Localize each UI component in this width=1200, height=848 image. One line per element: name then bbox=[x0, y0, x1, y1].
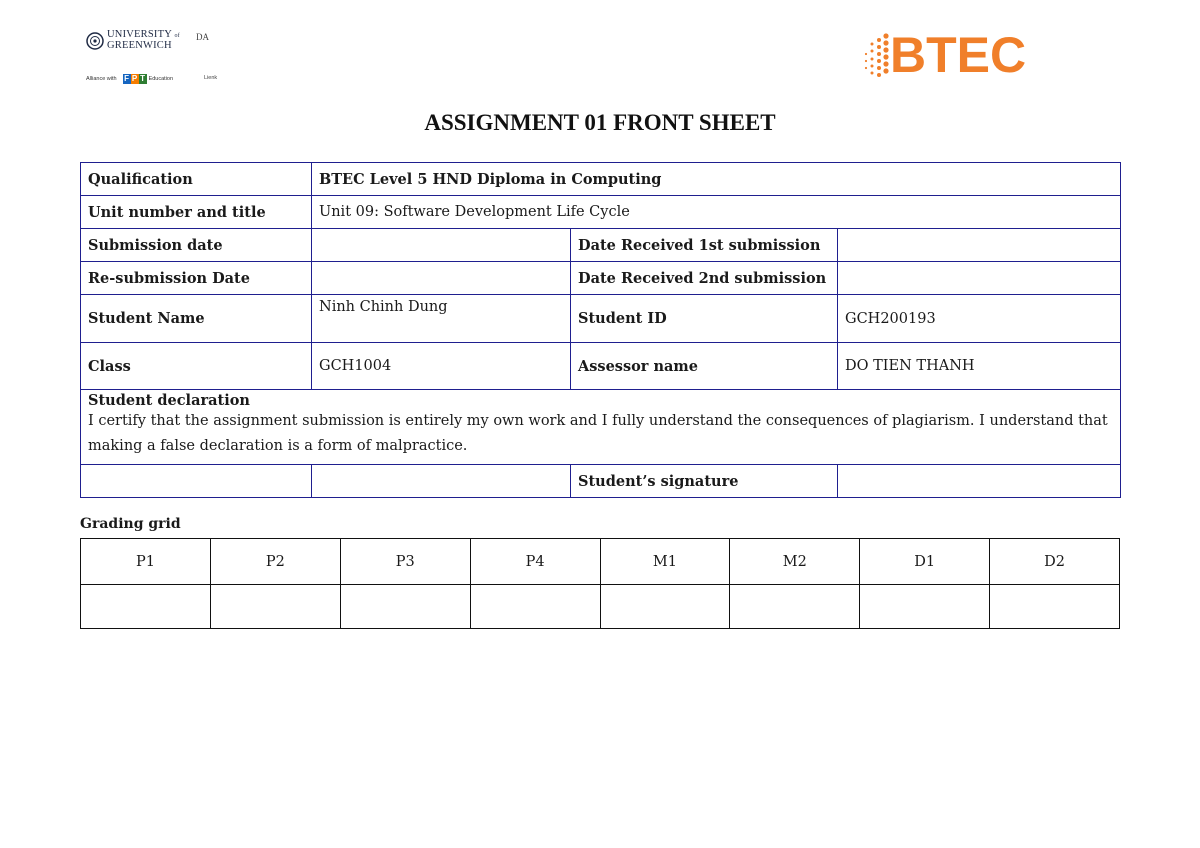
signature-field[interactable] bbox=[838, 465, 1121, 498]
table-row bbox=[81, 163, 1121, 196]
table-row bbox=[81, 262, 1121, 295]
student-id-label: Student ID bbox=[571, 295, 838, 343]
grade-p1: P1 bbox=[81, 539, 211, 585]
blank-cell bbox=[312, 465, 571, 498]
btec-wordmark: BTEC bbox=[890, 27, 1027, 83]
fpt-logo-marks: F P T bbox=[124, 74, 146, 83]
grade-cell[interactable] bbox=[470, 585, 600, 629]
date-received-1-field[interactable] bbox=[838, 229, 1121, 262]
signature-label: Student’s signature bbox=[571, 465, 838, 498]
assessor-field[interactable]: DO TIEN THANH bbox=[838, 343, 1121, 390]
student-name-field[interactable]: Ninh Chinh Dung bbox=[312, 295, 571, 343]
grade-p4: P4 bbox=[470, 539, 600, 585]
university-name: UNIVERSITY of GREENWICH bbox=[107, 29, 180, 51]
grade-cell[interactable] bbox=[81, 585, 211, 629]
submission-date-field[interactable] bbox=[312, 229, 571, 262]
grade-cell[interactable] bbox=[860, 585, 990, 629]
dots-icon bbox=[860, 30, 892, 86]
alliance-line: Alliance with F P T Education bbox=[86, 74, 174, 83]
resubmission-date-field[interactable] bbox=[312, 262, 571, 295]
alliance-right-text: Lienk bbox=[204, 75, 218, 81]
grading-grid bbox=[80, 538, 1120, 629]
grade-cell[interactable] bbox=[600, 585, 730, 629]
unit-value: Unit 09: Software Development Life Cycle bbox=[312, 196, 1121, 229]
crest-icon bbox=[86, 31, 104, 51]
grading-grid-label: Grading grid bbox=[80, 516, 181, 532]
table-row bbox=[81, 229, 1121, 262]
declaration-text: I certify that the assignment submission is entirely my own work and I fully understand the consequences of plagiarism. I understand that making a false declaration is a form of malpractice. bbox=[88, 413, 1108, 454]
table-row bbox=[81, 196, 1121, 229]
grading-header-row bbox=[81, 539, 1120, 585]
date-received-1-label: Date Received 1st submission bbox=[571, 229, 838, 262]
date-received-2-label: Date Received 2nd submission bbox=[571, 262, 838, 295]
blank-cell bbox=[81, 465, 312, 498]
grade-p3: P3 bbox=[340, 539, 470, 585]
qualification-value: BTEC Level 5 HND Diploma in Computing bbox=[312, 163, 1121, 196]
page-title: ASSIGNMENT 01 FRONT SHEET bbox=[424, 110, 776, 135]
declaration-cell bbox=[81, 390, 1121, 465]
student-name-label: Student Name bbox=[81, 295, 312, 343]
submission-date-label: Submission date bbox=[81, 229, 312, 262]
grade-d2: D2 bbox=[990, 539, 1120, 585]
front-sheet-table bbox=[80, 162, 1121, 498]
table-row bbox=[81, 343, 1121, 390]
grading-value-row bbox=[81, 585, 1120, 629]
university-logo bbox=[86, 30, 236, 92]
grade-m2: M2 bbox=[730, 539, 860, 585]
grade-cell[interactable] bbox=[730, 585, 860, 629]
date-received-2-field[interactable] bbox=[838, 262, 1121, 295]
unit-label: Unit number and title bbox=[81, 196, 312, 229]
grade-cell[interactable] bbox=[340, 585, 470, 629]
resubmission-date-label: Re-submission Date bbox=[81, 262, 312, 295]
assessor-label: Assessor name bbox=[571, 343, 838, 390]
student-id-field[interactable]: GCH200193 bbox=[838, 295, 1121, 343]
grade-p2: P2 bbox=[210, 539, 340, 585]
table-row bbox=[81, 390, 1121, 465]
class-label: Class bbox=[81, 343, 312, 390]
university-suffix: DA bbox=[196, 32, 209, 42]
class-field[interactable]: GCH1004 bbox=[312, 343, 571, 390]
table-row bbox=[81, 465, 1121, 498]
grade-cell[interactable] bbox=[210, 585, 340, 629]
table-row bbox=[81, 295, 1121, 343]
qualification-label: Qualification bbox=[81, 163, 312, 196]
grade-cell[interactable] bbox=[990, 585, 1120, 629]
grade-m1: M1 bbox=[600, 539, 730, 585]
declaration-heading: Student declaration bbox=[88, 392, 250, 409]
btec-logo bbox=[860, 27, 1035, 86]
grade-d1: D1 bbox=[860, 539, 990, 585]
